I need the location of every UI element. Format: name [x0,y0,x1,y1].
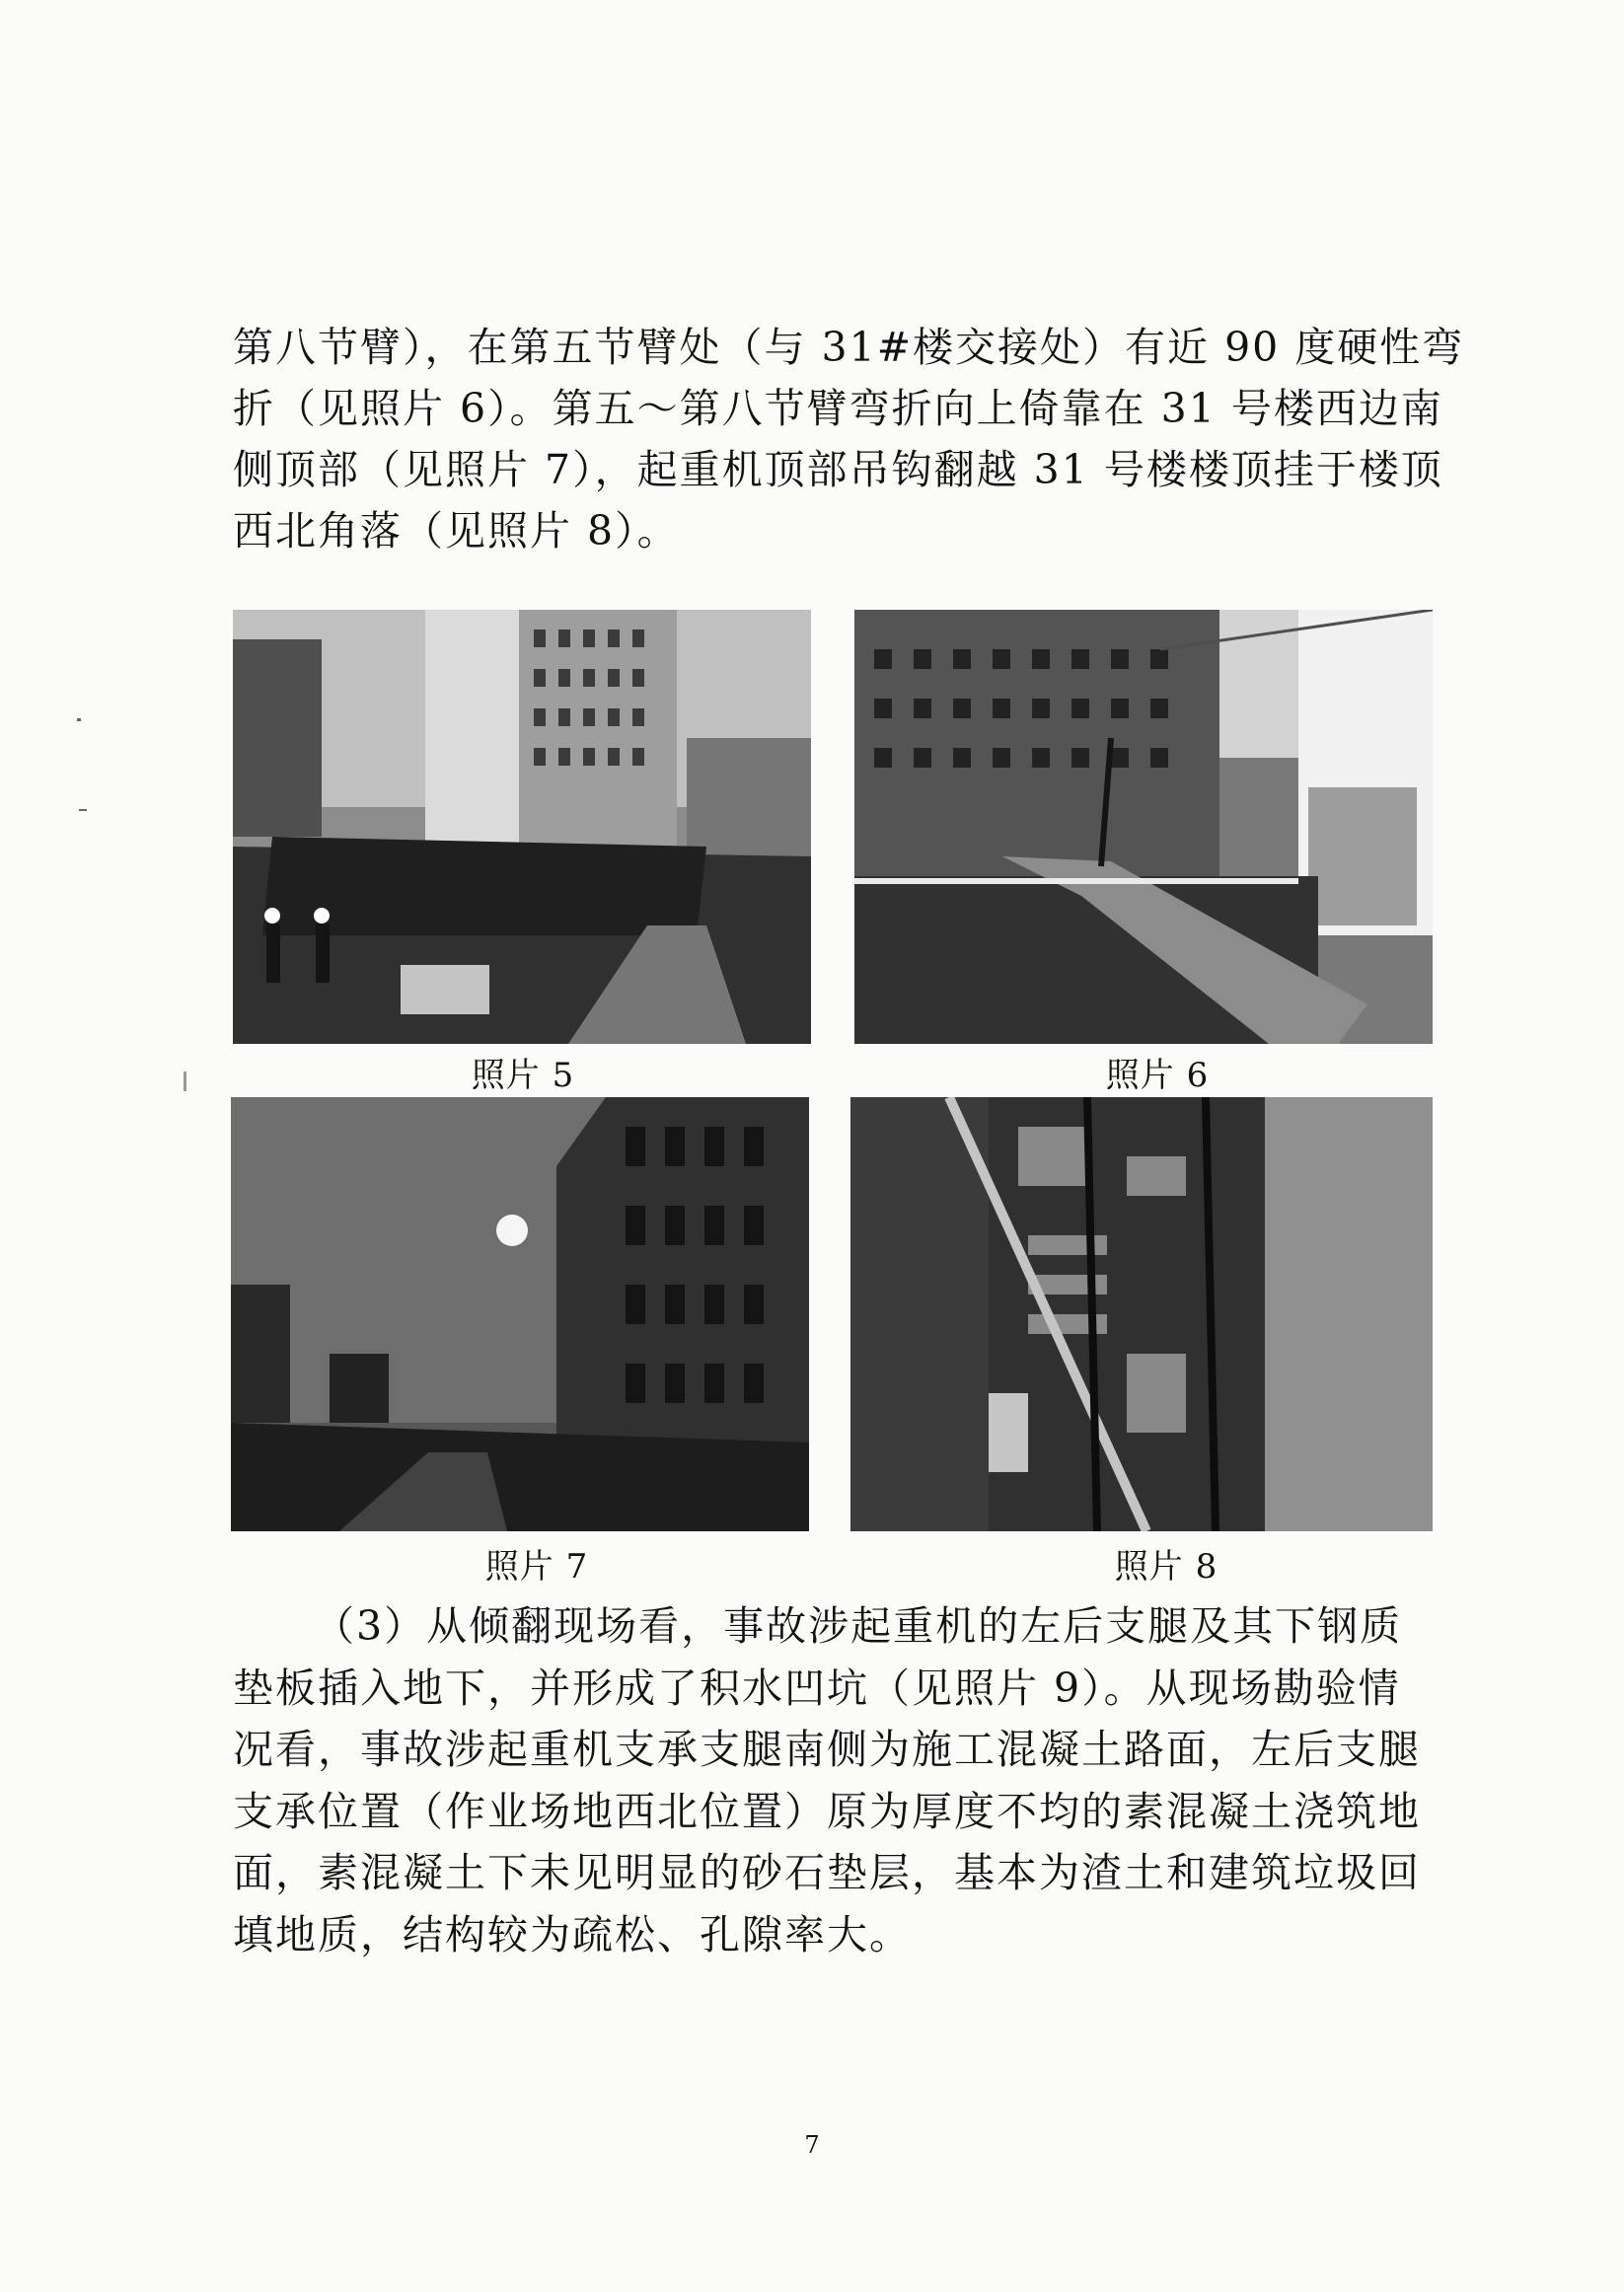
photo-8-caption: 照片 8 [1114,1547,1218,1587]
photo-6 [854,610,1433,1044]
paragraph-top [233,317,1465,561]
photo-7 [231,1097,809,1531]
scan-speck [77,718,81,721]
scan-speck [184,1072,186,1091]
photo-6-caption: 照片 6 [1105,1056,1210,1095]
text-line: 侧顶部（见照片 7），起重机顶部吊钩翻越 31 号楼楼顶挂于楼顶 [233,446,1443,493]
text-line: 支承位置（作业场地西北位置）原为厚度不均的素混凝土浇筑地 [233,1787,1421,1835]
scan-speck [79,809,87,811]
page-number: 7 [804,2131,820,2159]
text-line: 况看，事故涉起重机支承支腿南侧为施工混凝土路面，左后支腿 [233,1726,1421,1773]
paragraph-bottom [233,1595,1421,1965]
photo-8 [850,1097,1433,1531]
photo-5-caption: 照片 5 [471,1056,575,1095]
text-line: 面，素混凝土下未见明显的砂石垫层，基本为渣土和建筑垃圾回 [233,1849,1421,1896]
text-line: 填地质，结构较为疏松、孔隙率大。 [233,1910,912,1959]
text-line: 折（见照片 6）。第五～第八节臂弯折向上倚靠在 31 号楼西边南 [233,385,1443,432]
text-line: 第八节臂），在第五节臂处（与 31#楼交接处）有近 90 度硬性弯 [233,324,1465,371]
text-line: 西北角落（见照片 8）。 [233,507,680,555]
photo-7-caption: 照片 7 [484,1547,589,1587]
text-line: （3）从倾翻现场看，事故涉起重机的左后支腿及其下钢质 [314,1602,1403,1650]
photo-5 [233,610,811,1044]
text-line: 垫板插入地下，并形成了积水凹坑（见照片 9）。从现场勘验情 [233,1664,1401,1712]
